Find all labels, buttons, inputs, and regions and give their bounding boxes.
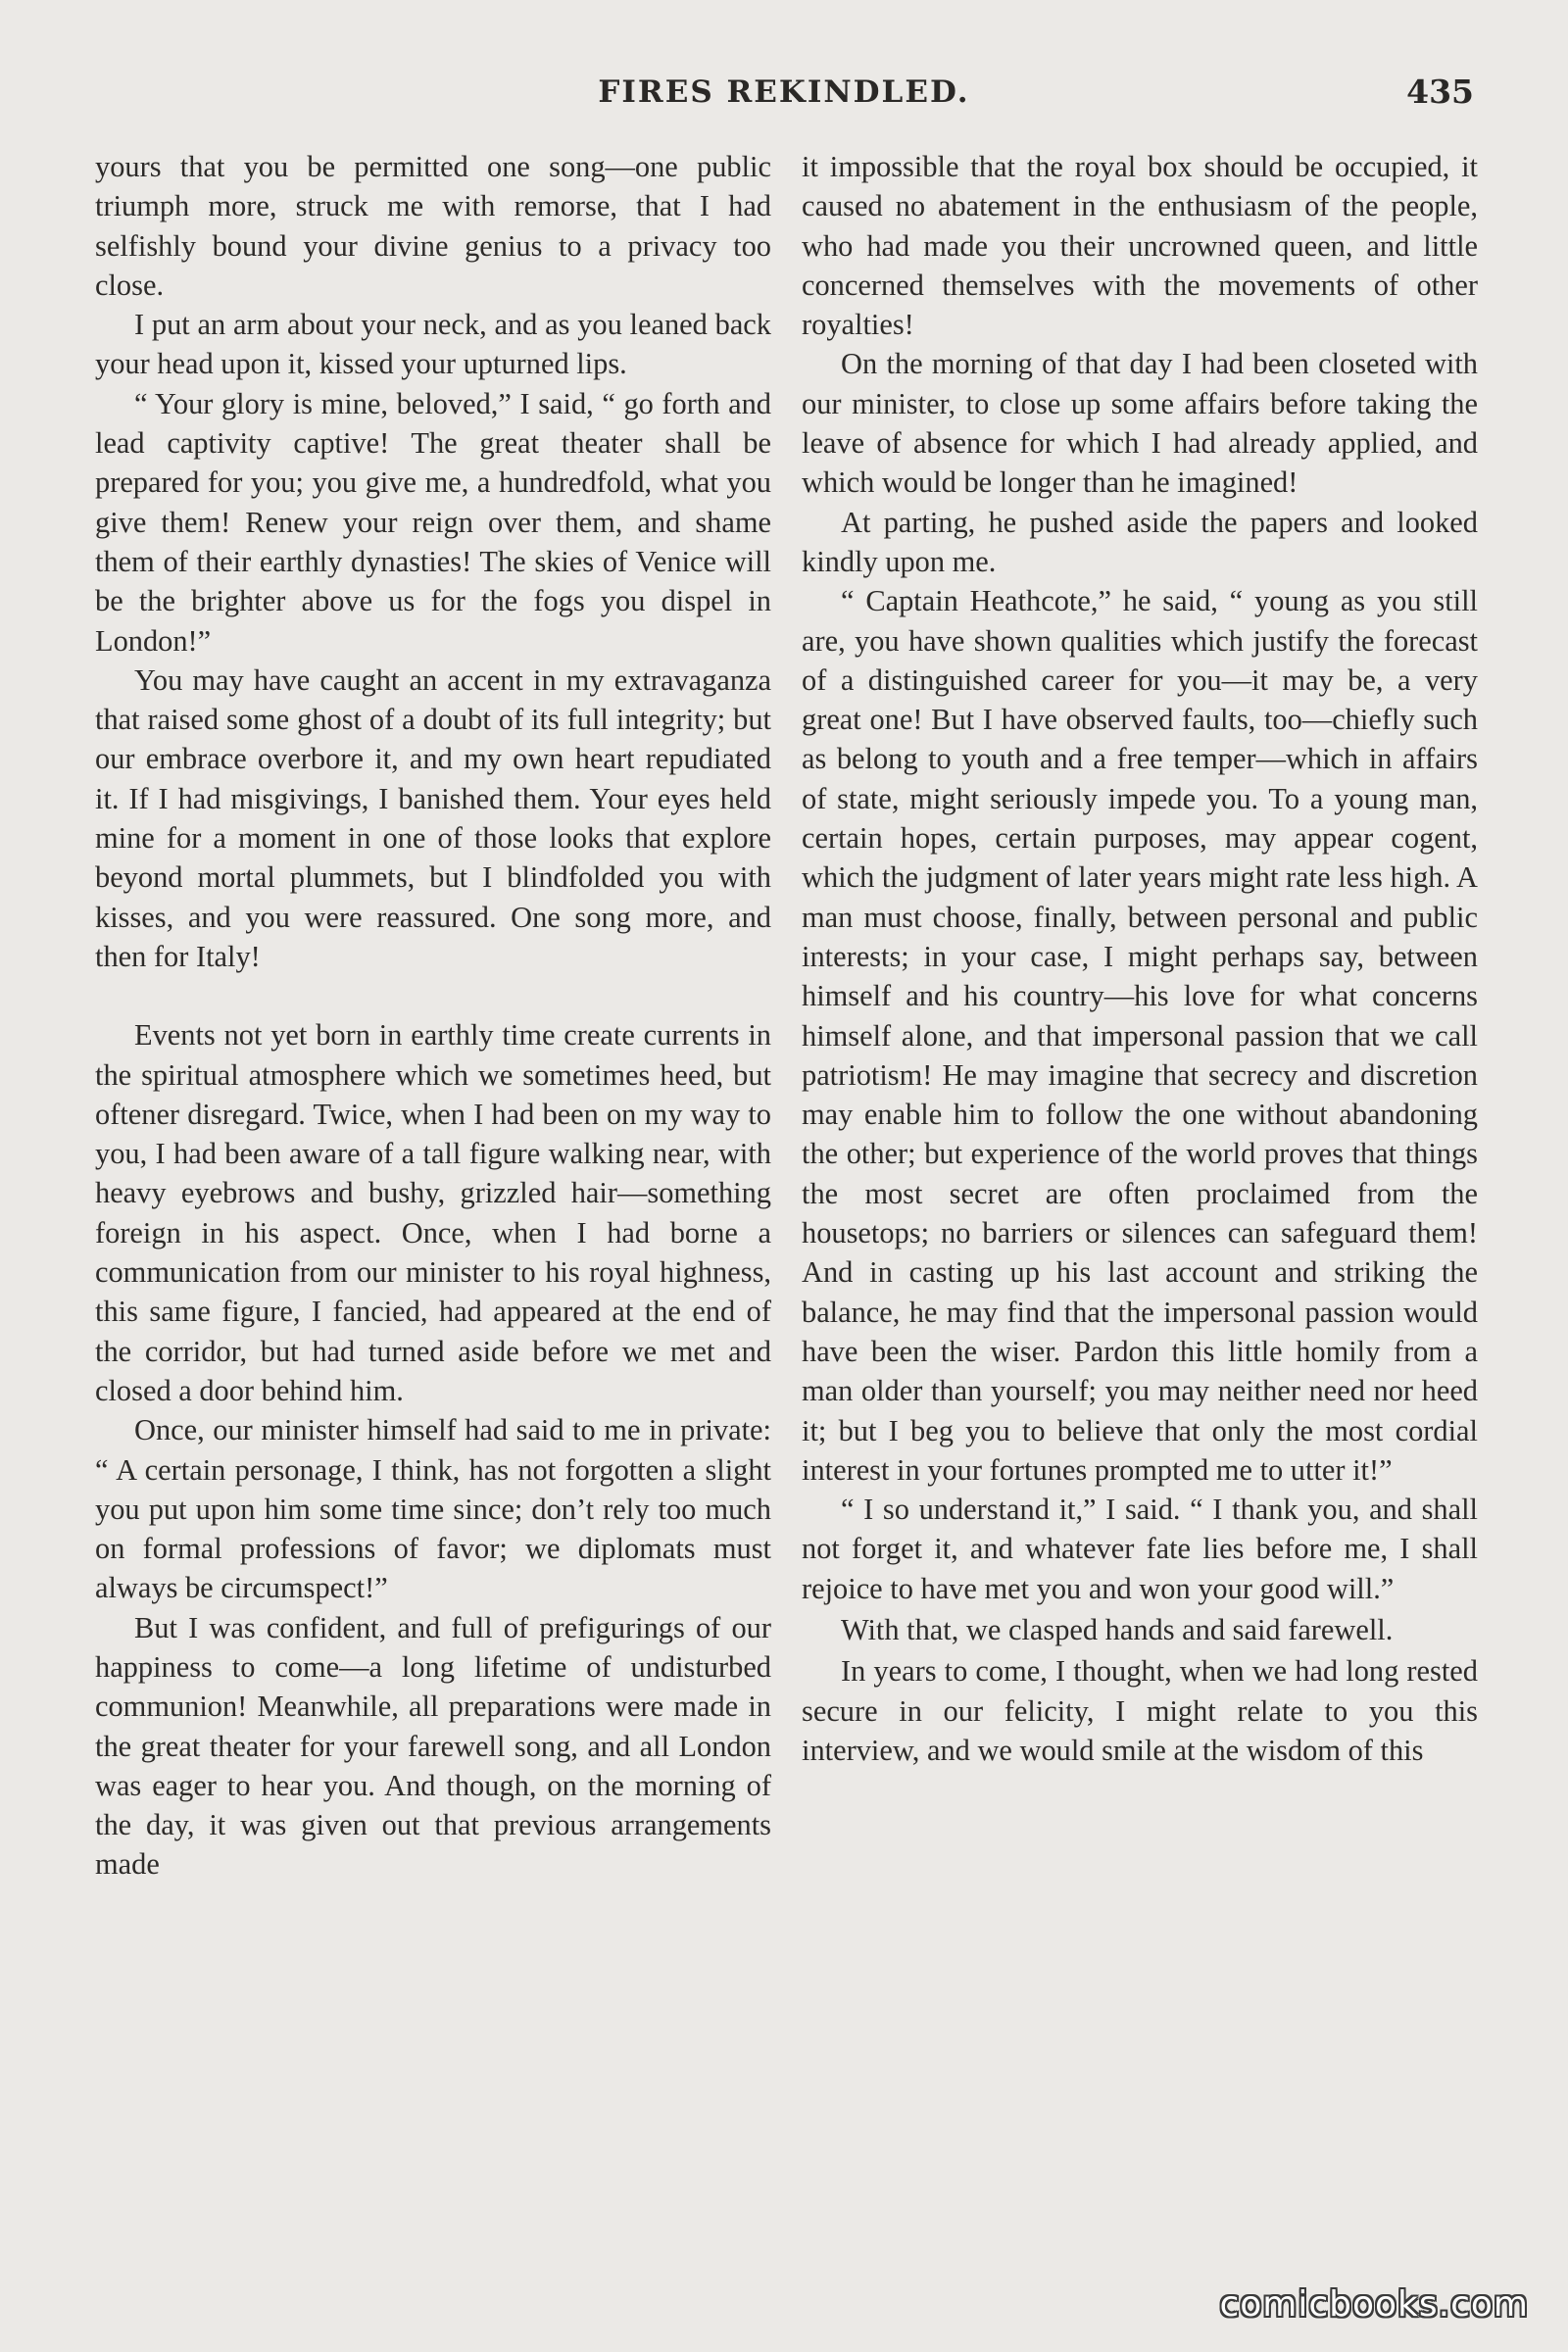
paragraph: At parting, he pushed aside the papers and looked kindly upon me. <box>802 505 1478 578</box>
right-column <box>802 147 1478 1770</box>
left-column <box>95 147 771 1885</box>
paragraph: yours that you be permitted one song—one public triumph more, struck me with remorse, that I had selfishly bound your divine genius to a privacy too close. <box>95 150 771 302</box>
paragraph: “ Your glory is mine, beloved,” I said, “ go forth and lead captivity captive! The great theater shall be prepared for you; you give me, a hundredfold, what you give them! Renew your reign over them, and shame them of their earthly dynasties! The skies of Venice will be the brighter above us for the fogs you dispel in London!” <box>95 386 771 658</box>
paragraph: “ Captain Heathcote,” he said, “ young as you still are, you have shown qualities which justify the forecast of a distinguished career for you—it may be, a very great one! But I have observed faults, too—chiefly such as belong to youth and a free temper—which in affairs of state, might seriously impede you. To a young man, certain hopes, certain purposes, may appear cogent, which the judgment of later years might rate less high. A man must choose, finally, between personal and public interests; in your case, I might perhaps say, between himself and his country—his love for what concerns himself alone, and that impersonal passion that we call patriotism! He may imagine that secrecy and discretion may enable him to follow the one without abandoning the other; but experience of the world proves that things the most secret are often proclaimed from the housetops; no barriers or silences can safeguard them! And in casting up his last account and striking the balance, he may find that the impersonal passion would have been the wiser. Pardon this little homily from a man older than yourself; you may neither need nor heed it; but I beg you to believe that only the most cordial interest in your fortunes prompted me to utter it!” <box>802 584 1478 1487</box>
paragraph: On the morning of that day I had been closeted with our minister, to close up some affairs before taking the leave of absence for which I had already applied, and which would be longer than he imagined! <box>802 347 1478 500</box>
paragraph: Once, our minister himself had said to me in private: “ A certain personage, I think, has not forgotten a slight you put upon him some time since; don’t rely too much on formal professions of favor; we diplomats must always be circumspect!” <box>95 1413 771 1605</box>
paragraph: In years to come, I thought, when we had long rested secure in our felicity, I might relate to you this interview, and we would smile at the wisdom of this <box>802 1654 1478 1767</box>
paragraph: I put an arm about your neck, and as you leaned back your head upon it, kissed your upturned lips. <box>95 308 771 381</box>
site-watermark: comicbooks.com <box>1219 2284 1529 2325</box>
paragraph: But I was confident, and full of prefigurings of our happiness to come—a long lifetime of undisturbed communion! Meanwhile, all preparations were made in the great theater for your farewell song, and all London was eager to hear you. And though, on the morning of the day, it was given out that previous arrangements made <box>95 1610 771 1882</box>
paragraph: With that, we clasped hands and said farewell. <box>841 1612 1394 1646</box>
paragraph: Events not yet born in earthly time create currents in the spiritual atmosphere which we sometimes heed, but oftener disregard. Twice, when I had been on my way to you, I had been aware of a tall figure walking near, with heavy eyebrows and bushy, grizzled hair—something foreign in his aspect. Once, when I had borne a communication from our minister to his royal highness, this same figure, I fancied, had appeared at the end of the corridor, but had turned aside before we met and closed a door behind him. <box>95 1018 771 1407</box>
paragraph: “ I so understand it,” I said. “ I thank you, and shall not forget it, and whatever fate lies before me, I shall rejoice to have met you and won your good will.” <box>802 1493 1478 1605</box>
paragraph: it impossible that the royal box should be occupied, it caused no abatement in the enthusiasm of the people, who had made you their uncrowned queen, and little concerned themselves with the movements of other royalties! <box>802 150 1478 342</box>
paragraph: You may have caught an accent in my extravaganza that raised some ghost of a doubt of its full integrity; but our embrace overbore it, and my own heart repudiated it. If I had misgivings, I banished them. Your eyes held mine for a moment in one of those looks that explore beyond mortal plummets, but I blindfolded you with kisses, and you were reassured. One song more, and then for Italy! <box>95 662 771 973</box>
running-title: FIRES REKINDLED. <box>598 74 970 110</box>
page-number: 435 <box>1406 73 1474 111</box>
